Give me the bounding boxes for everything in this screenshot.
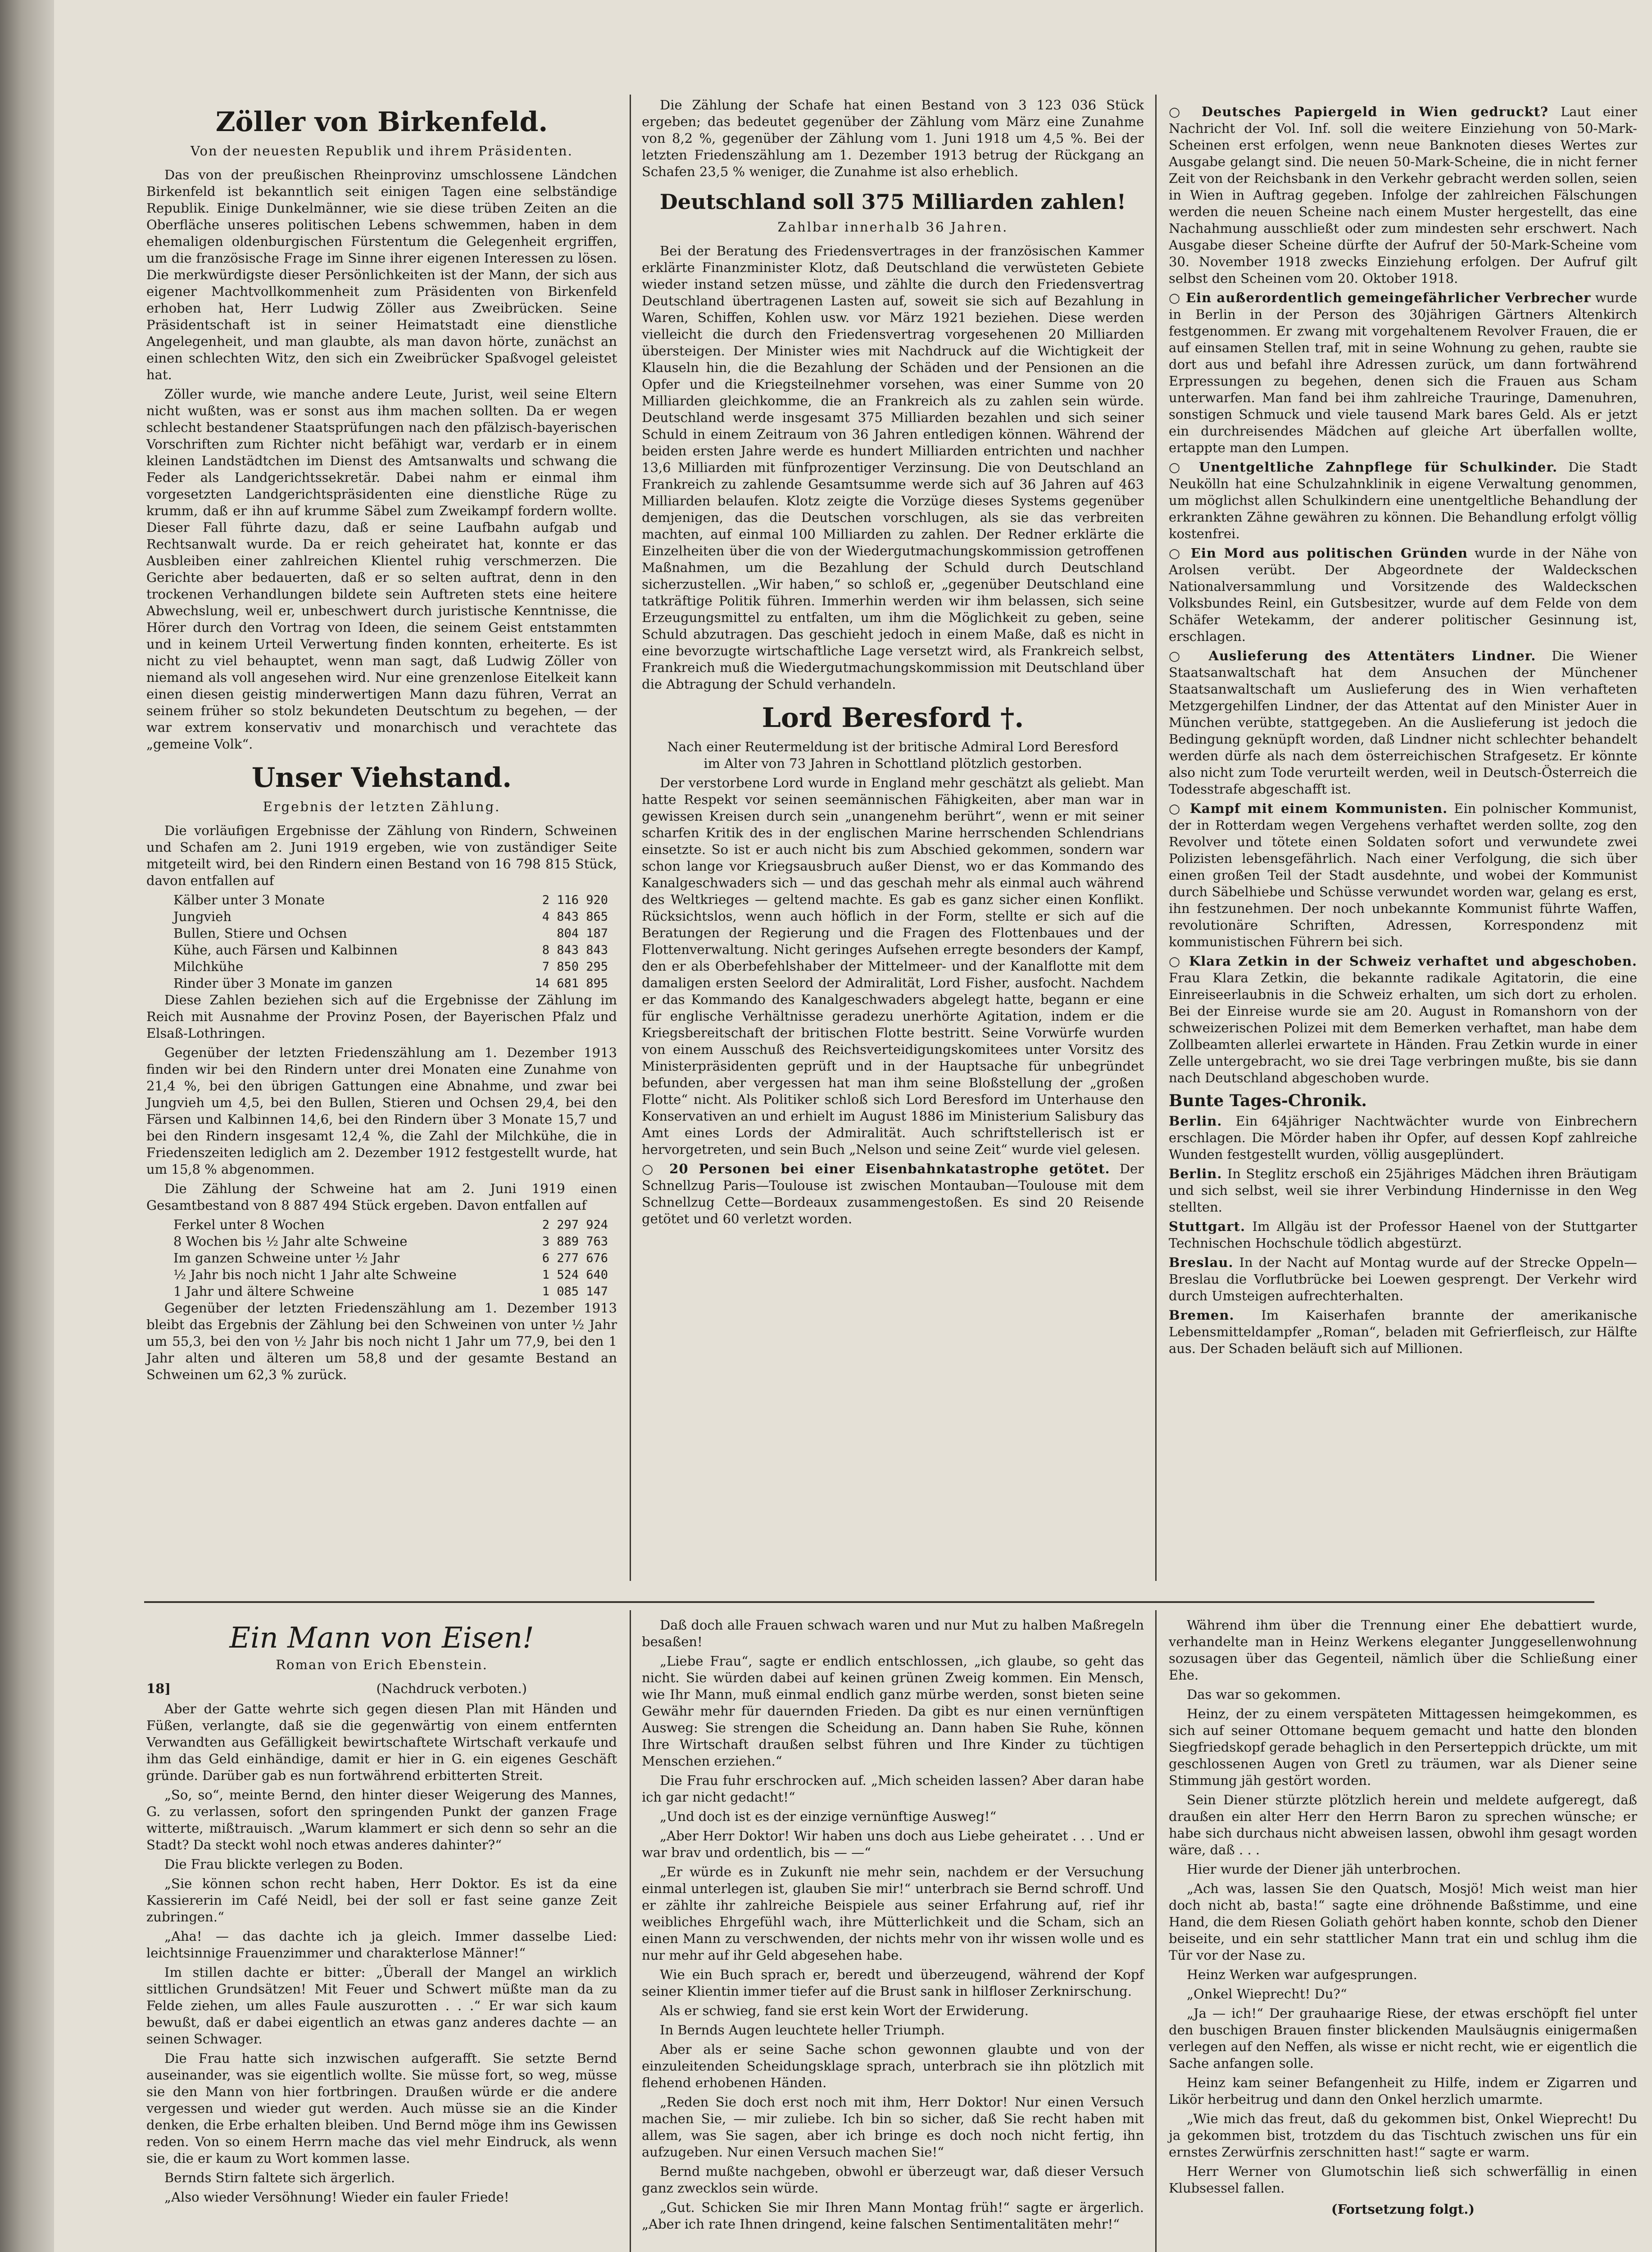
serial-paragraph: „Also wieder Versöhnung! Wieder ein fauler Friede! bbox=[164, 2189, 509, 2205]
serial-byline: Roman von Erich Ebenstein. bbox=[276, 1657, 488, 1672]
serial-paragraph: In Bernds Augen leuchtete heller Triumph. bbox=[660, 2022, 945, 2038]
cattle-statistics bbox=[146, 892, 617, 992]
headline-beresford: Lord Beresford †. bbox=[762, 702, 1024, 734]
column-rule-2 bbox=[1155, 95, 1157, 1581]
column-1 bbox=[146, 97, 617, 1386]
serial-paragraph: Die Frau blickte verlegen zu Boden. bbox=[164, 1857, 404, 1872]
news-item-headline: ○ Unentgeltliche Zahnpflege für Schulkinder. bbox=[1169, 459, 1558, 475]
news-item-headline: ○ Auslieferung des Attentäters Lindner. bbox=[1169, 648, 1536, 663]
news-item-headline: ○ Deutsches Papiergeld in Wien gedruckt? bbox=[1169, 104, 1549, 119]
serial-paragraph: „Aber Herr Doktor! Wir haben uns doch aus Liebe geheiratet . . . Und er war brav und ordentlich, bis — —“ bbox=[642, 1828, 1144, 1860]
chronik-item bbox=[1169, 1307, 1637, 1357]
subheadline-36-jahren: Zahlbar innerhalb 36 Jahren. bbox=[777, 219, 1008, 235]
news-item bbox=[1169, 104, 1637, 287]
article-paragraph: Gegenüber der letzten Friedenszählung am 1. Dezember 1913 finden wir bei den Rindern unter drei Monaten eine Zunahme von 21,4 %, bei den übrigen Gattungen eine Abnahme, und zwar bei Jungvieh um 4,5, bei den Bullen, Stieren und Ochsen 29,4, bei den Färsen und Kalbinnen 14,6, bei den Rindern über 3 Monate 15,7 und bei den Rindern insgesamt 12,4 %, die Zahl der Milchkühe, die in Friedenszeiten lediglich am 2. Dezember 1912 festgestellt wurde, hat um 15,8 % abgenommen. bbox=[146, 1045, 617, 1177]
serial-column-1 bbox=[146, 1617, 617, 2208]
news-item-headline: ○ Klara Zetkin in der Schweiz verhaftet und abgeschoben. bbox=[1169, 953, 1637, 969]
serial-paragraph: Im stillen dachte er bitter: „Überall der Mangel an wirklich sittlichen Grundsätzen! Mit Feuer und Schwert müßte man da zu Felde ziehen, um alles Faule auszurotten . . .“ Er war sich kaum bewußt, daß er dabei eigentlich an etwas ganz anderes dachte — an seinen Schwager. bbox=[146, 1965, 617, 2047]
book-spine bbox=[0, 0, 54, 2252]
article-paragraph: Die vorläufigen Ergebnisse der Zählung von Rindern, Schweinen und Schafen am 2. Juni 1919 ergeben, wie von zuständiger Seite mitgeteilt wird, bei den Rindern einen Bestand von 16 798 815 Stück, davon entfallen auf bbox=[146, 823, 617, 888]
chronik-body: Im Kaiserhafen brannte der amerikanische Lebensmitteldampfer „Roman“, beladen mit Gefrierfleisch, zur Hälfte aus. Der Schaden beläuft sich auf Millionen. bbox=[1169, 1308, 1637, 1356]
serial-title: Ein Mann von Eisen! bbox=[229, 1621, 534, 1655]
stat-row: Im ganzen Schweine unter ½ Jahr 6 277 676 bbox=[173, 1250, 608, 1266]
serial-column-3 bbox=[1169, 1617, 1637, 2220]
chronik-body: In Steglitz erschoß ein 25jähriges Mädchen ihren Bräutigam und sich selbst, weil sie ihrer Verbindung Hindernisse in den Weg stellten. bbox=[1169, 1166, 1638, 1215]
stat-row: Milchkühe 7 850 295 bbox=[173, 959, 608, 974]
serial-paragraph: Wie ein Buch sprach er, beredt und überzeugend, während der Kopf seiner Klientin immer tiefer auf die Brust sank in hilfloser Zerknirschung. bbox=[642, 1967, 1144, 1999]
stat-row: Kälber unter 3 Monate 2 116 920 bbox=[173, 892, 608, 908]
column-3 bbox=[1169, 104, 1637, 1360]
serial-paragraph: Daß doch alle Frauen schwach waren und nur Mut zu halben Maßregeln besaßen! bbox=[642, 1617, 1144, 1649]
chronik-title: Bunte Tages-Chronik. bbox=[1169, 1091, 1367, 1110]
serial-paragraph: „Aha! — das dachte ich ja gleich. Immer dasselbe Lied: leichtsinnige Frauenzimmer und charakterlose Männer!“ bbox=[146, 1929, 617, 1961]
news-item-headline: ○ Ein außerordentlich gemeingefährlicher Verbrecher bbox=[1169, 290, 1591, 305]
news-item-body: Der Schnellzug Paris—Toulouse ist zwischen Montauban—Toulouse mit dem Schnellzug Cette—Bordeaux zusammengestoßen. Es sind 20 Reisende getötet und 60 verletzt worden. bbox=[642, 1161, 1144, 1226]
serial-number: 18] bbox=[146, 1681, 171, 1696]
serial-paragraph: „Reden Sie doch erst noch mit ihm, Herr Doktor! Nur einen Versuch machen Sie, — mir zuliebe. Ich bin so sicher, daß Sie recht haben mit allem, was Sie sagen, aber ich bringe es doch noch nicht fertig, ihn aufzugeben. Nur einen Versuch machen Sie!“ bbox=[642, 2094, 1144, 2160]
stat-row: Ferkel unter 8 Wochen 2 297 924 bbox=[173, 1217, 608, 1232]
serial-paragraph: „So, so“, meinte Bernd, den hinter dieser Weigerung des Mannes, G. zu verlassen, sofort den springenden Punkt der ganzen Frage witterte, mißtrauisch. „Warum klammert er sich denn so sehr an die Stadt? Da steckt wohl noch etwas anderes dahinter?“ bbox=[146, 1787, 617, 1852]
chronik-place: Berlin. bbox=[1169, 1113, 1222, 1129]
serial-paragraph: Hier wurde der Diener jäh unterbrochen. bbox=[1187, 1862, 1461, 1877]
serial-paragraph: „Onkel Wieprecht! Du?“ bbox=[1187, 1986, 1347, 2002]
headline-375-milliarden: Deutschland soll 375 Milliarden zahlen! bbox=[659, 190, 1126, 214]
serial-paragraph: „Gut. Schicken Sie mir Ihren Mann Montag früh!“ sagte er ärgerlich. „Aber ich rate Ihnen dringend, keine falschen Sentimentalitäten mehr!“ bbox=[642, 2200, 1144, 2232]
feuilleton-rule-2 bbox=[1155, 1610, 1157, 2252]
serial-column-2 bbox=[642, 1617, 1144, 2235]
chronik-place: Bremen. bbox=[1169, 1308, 1234, 1323]
feuilleton-rule-1 bbox=[630, 1610, 631, 2252]
news-item-body: Die Stadt Neukölln hat eine Schulzahnklinik in eigene Verwaltung genommen, um möglichst allen Schulkindern eine unentgeltliche Behandlung der erkrankten Zähne gewähren zu können. Die Behandlung erfolgt völlig kostenfrei. bbox=[1169, 459, 1638, 541]
news-item bbox=[1169, 459, 1637, 542]
column-2 bbox=[642, 97, 1144, 1230]
serial-paragraph: Bernd mußte nachgeben, obwohl er überzeugt war, daß dieser Versuch ganz zwecklos sein würde. bbox=[642, 2164, 1144, 2196]
serial-paragraph: Aber als er seine Sache schon gewonnen glaubte und von der einzuleitenden Scheidungsklage sprach, unterbrach sie ihn plötzlich mit flehend erhobenen Händen. bbox=[642, 2042, 1144, 2090]
stat-row: Kühe, auch Färsen und Kalbinnen 8 843 843 bbox=[173, 942, 608, 958]
news-item-headline: ○ 20 Personen bei einer Eisenbahnkatastrophe getötet. bbox=[642, 1161, 1110, 1176]
headline-viehstand: Unser Viehstand. bbox=[251, 762, 512, 794]
serial-paragraph: „Ach was, lassen Sie den Quatsch, Mosjö! Mich weist man hier doch nicht ab, basta!“ sagte eine dröhnende Baßstimme, und eine Hand, die dem Riesen Goliath gehört haben konnte, schob den Diener beiseite, und ein sehr stattlicher Mann trat ein und schlug ihm die Tür vor der Nase zu. bbox=[1169, 1881, 1637, 1963]
serial-paragraph: Heinz kam seiner Befangenheit zu Hilfe, indem er Zigarren und Likör herbeitrug und dann den Onkel herzlich umarmte. bbox=[1169, 2075, 1637, 2107]
article-lead: Nach einer Reutermeldung ist der britische Admiral Lord Beresford im Alter von 73 Jahren in Schottland plötzlich gestorben. bbox=[667, 739, 1119, 771]
feuilleton-rule bbox=[144, 1601, 1594, 1603]
serial-paragraph: „Wie mich das freut, daß du gekommen bist, Onkel Wieprecht! Du ja gekommen bist, trotzdem du das Tischtuch zwischen uns für ein ernstes Zerwürfnis zerschnitten hast!“ sagte er warm. bbox=[1169, 2111, 1637, 2160]
serial-paragraph: Heinz Werken war aufgesprungen. bbox=[1187, 1967, 1417, 1982]
stat-row: ½ Jahr bis noch nicht 1 Jahr alte Schweine 1 524 640 bbox=[173, 1267, 608, 1282]
news-item-body: Die Wiener Staatsanwaltschaft hat dem Ansuchen der Münchener Staatsanwaltschaft um Auslieferung des in Wien verhafteten Metzgergehilfen Lindner, der das Attentat auf den Minister Auer in München verübte, stattgegeben. An die Auslieferung ist jedoch die Bedingung geknüpft worden, daß Lindner nicht schlechter behandelt werden dürfe als nach dem österreichischen Strafgesetz. Er könnte also nicht zum Tode verurteilt werden, weil in Deutsch-Österreich die Todesstrafe abgeschafft ist. bbox=[1169, 648, 1638, 797]
chronik-item bbox=[1169, 1166, 1637, 1216]
serial-paragraph: Die Frau hatte sich inzwischen aufgerafft. Sie setzte Bernd auseinander, was sie eigentlich wollte. Sie müsse fort, so weg, müsse sie den Mann von hier fortbringen. Draußen würde er die andere vergessen und wieder gut werden. Auch müsse sie an die Kinder denken, die Erbe erhalten bleiben. Und Bernd möge ihm ins Gewissen reden. Von so einem Herrn mache das viel mehr Eindruck, als wenn sie, die er kaum zu Wort kommen lasse. bbox=[146, 2051, 617, 2166]
article-paragraph: Gegenüber der letzten Friedenszählung am 1. Dezember 1913 bleibt das Ergebnis der Zählung bei den Schweinen von unter ½ Jahr um 55,3, bei den von ½ Jahr bis noch nicht 1 Jahr um 77,9, bei den 1 Jahr alten und älteren um 58,8 und der gesamte Bestand an Schweinen um 62,3 % zurück. bbox=[146, 1300, 617, 1382]
column-rule-1 bbox=[630, 95, 631, 1581]
stat-row: 8 Wochen bis ½ Jahr alte Schweine 3 889 763 bbox=[173, 1234, 608, 1249]
chronik-body: Ein 64jähriger Nachtwächter wurde von Einbrechern erschlagen. Die Mörder haben ihr Opfer, auf dessen Kopf zahlreiche Wunden festgestellt wurden, völlig ausgeplündert. bbox=[1169, 1113, 1638, 1162]
news-item-body: Frau Klara Zetkin, die bekannte radikale Agitatorin, die eine Einreiseerlaubnis in die Schweiz erhalten, um sich dort zu erholen. Bei der Einreise wurde sie am 20. August in Romanshorn von der schweizerischen Polizei mit dem Bemerken verhaftet, man habe dem Zollbeamten allerlei erwartete in Händen. Frau Zetkin wurde in einer Zelle untergebracht, wo sie drei Tage verbringen mußte, bis sie dann nach Deutschland abgeschoben wurde. bbox=[1169, 970, 1637, 1085]
news-item-headline: ○ Kampf mit einem Kommunisten. bbox=[1169, 801, 1448, 816]
news-item-body: Ein polnischer Kommunist, der in Rotterdam wegen Vergehens verhaftet werden sollte, zog den Revolver und tötete einen Soldaten sofort und verwundete zwei Polizisten lebensgefährlich. Nach einer Verfolgung, die sich über einen großen Teil der Stadt ausdehnte, und wobei der Kommunist durch Säbelhiebe und Schüsse verwundet worden war, gelang es erst, ihn festzunehmen. Der noch unbekannte Kommunist führte Waffen, revolutionäre Schriften, Adressen, Korrespondenz mit kommunistischen Führern bei sich. bbox=[1169, 801, 1637, 949]
article-paragraph: Zöller wurde, wie manche andere Leute, Jurist, weil seine Eltern nicht wußten, was er sonst aus ihm machen sollten. Da er wegen schlecht bestandener Staatsprüfungen nach den pfälzisch-bayerischen Vorschriften zum Richter nicht befähigt war, verdarb er in einem kleinen Landstädtchen im Dienst des Amtsanwalts und schwang die Feder als Landgerichtssekretär. Dabei nahm er einmal ihm vorgesetzten Landgerichtspräsidenten eine dienstliche Rüge zu krumm, daß er ihn auf krumme Säbel zum Zweikampf fordern wollte. Dieser Fall führte dazu, daß er seine Laufbahn aufgab und Rechtsanwalt wurde. Da er reich geheiratet hat, konnte er das Ausbleiben einer zahlreichen Klientel ruhig verschmerzen. Die Gerichte aber bedauerten, daß er so selten auftrat, denn in den trockenen Verhandlungen bildete sein Auftreten stets eine heitere Abwechslung, weil er, unbeschwert durch juristische Kenntnisse, die Hörer durch den Vortrag von Ideen, die seinem Geist entstammten und in keinem Urteil Verwertung finden konnten, erheiterte. Es ist nicht zu viel behauptet, wenn man sagt, daß Ludwig Zöller von niemand als voll angesehen wird. Nur eine grenzenlose Eitelkeit kann einen diesen geistig minderwertigen Mann dazu führen, Verrat an seinem früher so stolz bekundeten Deutschtum zu begehen, — der war extrem konservativ und monarchisch und verachtete das „gemeine Volk“. bbox=[146, 386, 617, 752]
chronik-place: Stuttgart. bbox=[1169, 1219, 1246, 1234]
serial-paragraph: „Und doch ist es der einzige vernünftige Ausweg!“ bbox=[660, 1809, 997, 1824]
serial-paragraph: Sein Diener stürzte plötzlich herein und meldete aufgeregt, daß draußen ein alter Herr den Herrn Baron zu sprechen wünsche; er habe sich durchaus nicht abweisen lassen, obwohl ihm gesagt worden wäre, daß . . . bbox=[1169, 1792, 1637, 1857]
serial-paragraph: Während ihm über die Trennung einer Ehe debattiert wurde, verhandelte man in Heinz Werkens eleganter Junggesellenwohnung sozusagen über das Gegenteil, nämlich über die Schließung einer Ehe. bbox=[1169, 1617, 1637, 1683]
news-item bbox=[1169, 953, 1637, 1086]
news-item-headline: ○ Ein Mord aus politischen Gründen bbox=[1169, 545, 1468, 561]
stat-row: Rinder über 3 Monate im ganzen 14 681 895 bbox=[173, 976, 608, 991]
headline-zoeller: Zöller von Birkenfeld. bbox=[215, 106, 548, 138]
serial-paragraph: Aber der Gatte wehrte sich gegen diesen Plan mit Händen und Füßen, verlangte, daß sie die gegenwärtig von einem entfernten Verwandten aus Gefälligkeit bewirtschaftete Wirtschaft verkaufe und ihm das Geld einhändige, damit er hier in G. ein eigenes Geschäft gründe. Darüber gab es nun fortwährend erbitterten Streit. bbox=[146, 1701, 617, 1783]
serial-paragraph: Herr Werner von Glumotschin ließ sich schwerfällig in einen Klubsessel fallen. bbox=[1169, 2164, 1637, 2196]
news-item-body: wurde in Berlin in der Person des 30jährigen Gärtners Altenkirch festgenommen. Er zwang mit vorgehaltenem Revolver Frauen, die er auf einsamen Stellen traf, mit in seine Wohnung zu gehen, raubte sie dort aus und befahl ihre Adressen zurück, um dann fortwährend Erpressungen zu begehen, denen sich die Frauen aus Scham unterwarfen. Man fand bei ihm zahlreiche Trauringe, Damenuhren, sonstigen Schmuck und viele tausend Mark bares Geld. Als er jetzt ein durchreisendes Mädchen auf gleiche Art überfallen wollte, ertappte man den Lumpen. bbox=[1169, 290, 1637, 455]
news-item bbox=[1169, 545, 1637, 645]
chronik-place: Breslau. bbox=[1169, 1255, 1234, 1270]
serial-paragraph: Als er schwieg, fand sie erst kein Wort der Erwiderung. bbox=[660, 2003, 1029, 2018]
chronik-place: Berlin. bbox=[1169, 1166, 1222, 1181]
pig-statistics bbox=[146, 1217, 617, 1300]
stat-row: Bullen, Stiere und Ochsen 804 187 bbox=[173, 926, 608, 941]
serial-continued: (Fortsetzung folgt.) bbox=[1331, 2202, 1475, 2217]
news-item bbox=[642, 1161, 1144, 1227]
serial-paragraph: „Sie können schon recht haben, Herr Doktor. Es ist da eine Kassiererin im Café Neidl, bei der soll er fast seine ganze Zeit zubringen.“ bbox=[146, 1876, 617, 1925]
chronik-body: Im Allgäu ist der Professor Haenel von der Stuttgarter Technischen Hochschule tödlich abgestürzt. bbox=[1169, 1219, 1638, 1251]
news-item bbox=[1169, 800, 1637, 950]
serial-meta bbox=[146, 1680, 617, 1697]
article-paragraph: Die Zählung der Schweine hat am 2. Juni 1919 einen Gesamtbestand von 8 887 494 Stück ergeben. Davon entfallen auf bbox=[146, 1181, 617, 1213]
news-item bbox=[1169, 290, 1637, 456]
news-item-body: wurde in der Nähe von Arolsen verübt. Der Abgeordnete der Waldeckschen Nationalversammlung und Vorsitzende des Waldeckschen Volksbundes Reinl, ein Gutsbesitzer, wurde auf dem Felde von dem Schäfer Wetekamm, der anderer politischer Gesinnung ist, erschlagen. bbox=[1169, 545, 1637, 644]
serial-paragraph: Das war so gekommen. bbox=[1187, 1687, 1341, 1702]
subheadline-zoeller: Von der neuesten Republik und ihrem Präsidenten. bbox=[191, 143, 573, 159]
subheadline-viehstand: Ergebnis der letzten Zählung. bbox=[263, 799, 501, 814]
chronik-item bbox=[1169, 1218, 1637, 1252]
newspaper-page bbox=[54, 0, 1652, 2252]
news-item-body: Laut einer Nachricht der Vol. Inf. soll die weitere Einziehung von 50-Mark-Scheinen erst erfolgen, wenn neue Banknoten dieses Wertes zur Ausgabe gelangt sind. Die neuen 50-Mark-Scheine, die in nicht ferner Zeit von der Reichsbank in den Verkehr gebracht werden sollen, seien in Wien in Auftrag gegeben. Infolge der zahlreichen Fälschungen werden die neuen Scheine nach einem Muster hergestellt, das eine Nachahmung ausschließt oder zum mindesten sehr erschwert. Nach Ausgabe dieser Scheine dürfte der Aufruf der 50-Mark-Scheine vom 30. November 1918 zwecks Einziehung erfolgen. Der Aufruf gilt selbst den Scheinen vom 20. Oktober 1918. bbox=[1169, 104, 1637, 286]
chronik-item bbox=[1169, 1254, 1637, 1304]
article-paragraph: Diese Zahlen beziehen sich auf die Ergebnisse der Zählung im Reich mit Ausnahme der Provinz Posen, der Bayerischen Pfalz und Elsaß-Lothringen. bbox=[146, 992, 617, 1041]
serial-notice: (Nachdruck verboten.) bbox=[376, 1681, 527, 1696]
news-item bbox=[1169, 648, 1637, 798]
serial-paragraph: Heinz, der zu einem verspäteten Mittagessen heimgekommen, es sich auf seiner Ottomane bequem gemacht und hatte den blonden Siegfriedskopf gerade behaglich in den Perserteppich drückte, um mit geschlossenen Augen von Gretl zu träumen, war als Diener seine Stimmung jäh gestört worden. bbox=[1169, 1706, 1637, 1788]
article-paragraph: Die Zählung der Schafe hat einen Bestand von 3 123 036 Stück ergeben; das bedeutet gegenüber der Zählung vom März eine Zunahme von 8,2 %, gegenüber der Zählung vom 1. Juni 1918 um 4,5 %. Bei der letzten Friedenszählung am 1. Dezember 1913 betrug der Rückgang an Schafen 23,5 % weniger, die Zunahme ist also erheblich. bbox=[642, 97, 1144, 179]
chronik-item bbox=[1169, 1113, 1637, 1163]
chronik-body: In der Nacht auf Montag wurde auf der Strecke Oppeln—Breslau die Vorflutbrücke bei Loewen gesprengt. Der Verkehr wird durch Umsteigen aufrechterhalten. bbox=[1169, 1255, 1637, 1303]
serial-paragraph: „Ja — ich!“ Der grauhaarige Riese, der etwas erschöpft fiel unter den buschigen Brauen finster blickenden Maulsäugnis einigermaßen verlegen auf den Neffen, als wisse er nicht recht, wie er eigentlich die Sache anfangen solle. bbox=[1169, 2006, 1637, 2071]
article-paragraph: Der verstorbene Lord wurde in England mehr geschätzt als geliebt. Man hatte Respekt vor seinen seemännischen Fähigkeiten, aber man war in gewissen Kreisen durch sein „unangenehm berührt“, wenn er mit seiner scharfen Kritik des in der englischen Marine herrschenden Schlendrians einsetzte. So ist er auch nicht bis zum Abschied gekommen, sondern war schon lange vor Kriegsausbruch außer Dienst, wo er das Kommando des Kanalgeschwaders sich — und das geschah mehr als einmal auch während des Weltkrieges — geltend machte. Es gab es ganz sicher einen Konflikt. Rücksichtslos, wenn auch höflich in der Form, stellte er sich auf die Beratungen der Regierung und die Fragen des Flottenbaues und der Flottenverwaltung. Nicht geringes Aufsehen erregte besonders der Kampf, den er als Oberbefehlshaber der Mittelmeer- und der Kanalflotte mit dem damaligen ersten Seelord der Admiralität, Lord Fisher, ausfocht. Nachdem er das Kommando des Kanalgeschwaders abgelegt hatte, begann er eine für englische Verhältnisse geradezu unerhörte Agitation, indem er die Kriegsbereitschaft der britischen Flotte bestritt. Seine Vorwürfe wurden von einem Ausschuß des Reichsverteidigungskomitees unter Vorsitz des Ministerpräsidenten geprüft und in der Hauptsache für unbegründet befunden, aber vergessen hat man ihm seine Bloßstellung der „großen Flotte“ nicht. Als Politiker schloß sich Lord Beresford im Unterhause den Konservativen an und erhielt im August 1886 im Ministerium Salisbury das Amt eines Lords der Admiralität. Auch schriftstellerisch ist er hervorgetreten, und sein Buch „Nelson und seine Zeit“ wurde viel gelesen. bbox=[642, 775, 1144, 1157]
stat-row: Jungvieh 4 843 865 bbox=[173, 909, 608, 924]
serial-paragraph: „Liebe Frau“, sagte er endlich entschlossen, „ich glaube, so geht das nicht. Sie würden dabei auf keinen grünen Zweig kommen. Ein Mensch, wie Ihr Mann, muß einmal endlich ganz mürbe werden, sonst bieten seine Gewähr mehr für dauernden Frieden. Da gibt es nur einen vernünftigen Ausweg: Sie strengen die Scheidung an. Dann haben Sie Ruhe, können Ihre Wirtschaft draußen selbst führen und Ihre Kinder zu tüchtigen Menschen erziehen.“ bbox=[642, 1653, 1144, 1769]
serial-paragraph: „Er würde es in Zukunft nie mehr sein, nachdem er der Versuchung einmal unterlegen ist, glauben Sie mir!“ unterbrach sie Bernd schroff. Und er zählte ihr zahlreiche Beispiele aus seiner Erfahrung auf, rief ihr weibliches Ehrgefühl wach, ihre Mütterlichkeit und die Scham, sich an einen Mann zu verschwenden, der nichts mehr von ihr wissen wolle und es nur mehr auf ihr Geld abgesehen habe. bbox=[642, 1864, 1144, 1963]
stat-row: 1 Jahr und ältere Schweine 1 085 147 bbox=[173, 1284, 608, 1299]
article-paragraph: Bei der Beratung des Friedensvertrages in der französischen Kammer erklärte Finanzminister Klotz, daß Deutschland die verwüsteten Gebiete wieder instand setzen müsse, und zählte die durch den Friedensvertrag Deutschland übertragenen Lasten auf, soweit sie sich auf Bezahlung in Waren, Schiffen, Kohlen usw. vor März 1921 beziehen. Diese werden vielleicht die durch den Friedensvertrag vorgesehenen 20 Milliarden übersteigen. Der Minister wies mit Nachdruck auf die Wichtigkeit der Klauseln hin, die die Bezahlung der Schäden und der Pensionen an die Opfer und die Kriegsteilnehmer vorsehen, was einer Summe von 20 Milliarden gleichkomme, die an Frankreich als zu zahlen sein würde. Deutschland werde insgesamt 375 Milliarden bezahlen und sich seiner Schuld in einem Zeitraum von 36 Jahren entledigen können. Während der beiden ersten Jahre werde es hundert Milliarden entrichten und nachher 13,6 Milliarden mit fünfprozentiger Verzinsung. Die von Deutschland an Frankreich zu zahlende Gesamtsumme werde sich auf 36 Jahren auf 463 Milliarden belaufen. Klotz zeigte die Vorzüge dieses Systems gegenüber demjenigen, das die Deutschen vorschlugen, als sie das verbreiten machten, auf einmal 100 Milliarden zu zahlen. Der Redner erklärte die Einzelheiten über die von der Wiedergutmachungskommission getroffenen Maßnahmen, um die Bezahlung der Schuld durch Deutschland sicherzustellen. „Wir haben,“ so schloß er, „gegenüber Deutschland eine tatkräftige Politik führen. Immerhin werden wir ihm belassen, sich seine Erzeugungsmittel zu entfalten, um ihm die Möglichkeit zu geben, seine Schuld abzutragen. Das geschieht jedoch in einem Maße, daß es nicht in eine bevorzugte wirtschaftliche Lage versetzt wird, als Frankreich selbst, Frankreich muß die Wiedergutmachungskommission mit Deutschland über die Abtragung der Schuld verhandeln. bbox=[642, 243, 1144, 692]
serial-paragraph: Die Frau fuhr erschrocken auf. „Mich scheiden lassen? Aber daran habe ich gar nicht gedacht!“ bbox=[642, 1773, 1144, 1805]
serial-paragraph: Bernds Stirn faltete sich ärgerlich. bbox=[164, 2170, 395, 2185]
article-paragraph: Das von der preußischen Rheinprovinz umschlossene Ländchen Birkenfeld ist bekanntlich seit einigen Tagen eine selbständige Republik. Einige Dunkelmänner, wie sie diese trüben Zeiten an die Oberfläche unseres politischen Lebens schwemmen, haben in dem ehemaligen oldenburgischen Fürstentum die Gelegenheit ergriffen, um die französische Frage im Sinne ihrer eigenen Interessen zu lösen. Die merkwürdigste dieser Persönlichkeiten ist der Mann, der sich aus eigener Machtvollkommenheit zum Präsidenten von Birkenfeld erhoben hat, Herr Ludwig Zöller aus Zweibrücken. Seine Präsidentschaft ist in seiner Heimatstadt eine dienstliche Angelegenheit, und man glaubte, als man davon hörte, zunächst an einen schlechten Witz, den sich ein Zweibrücker Spaßvogel geleistet hat. bbox=[146, 167, 617, 382]
